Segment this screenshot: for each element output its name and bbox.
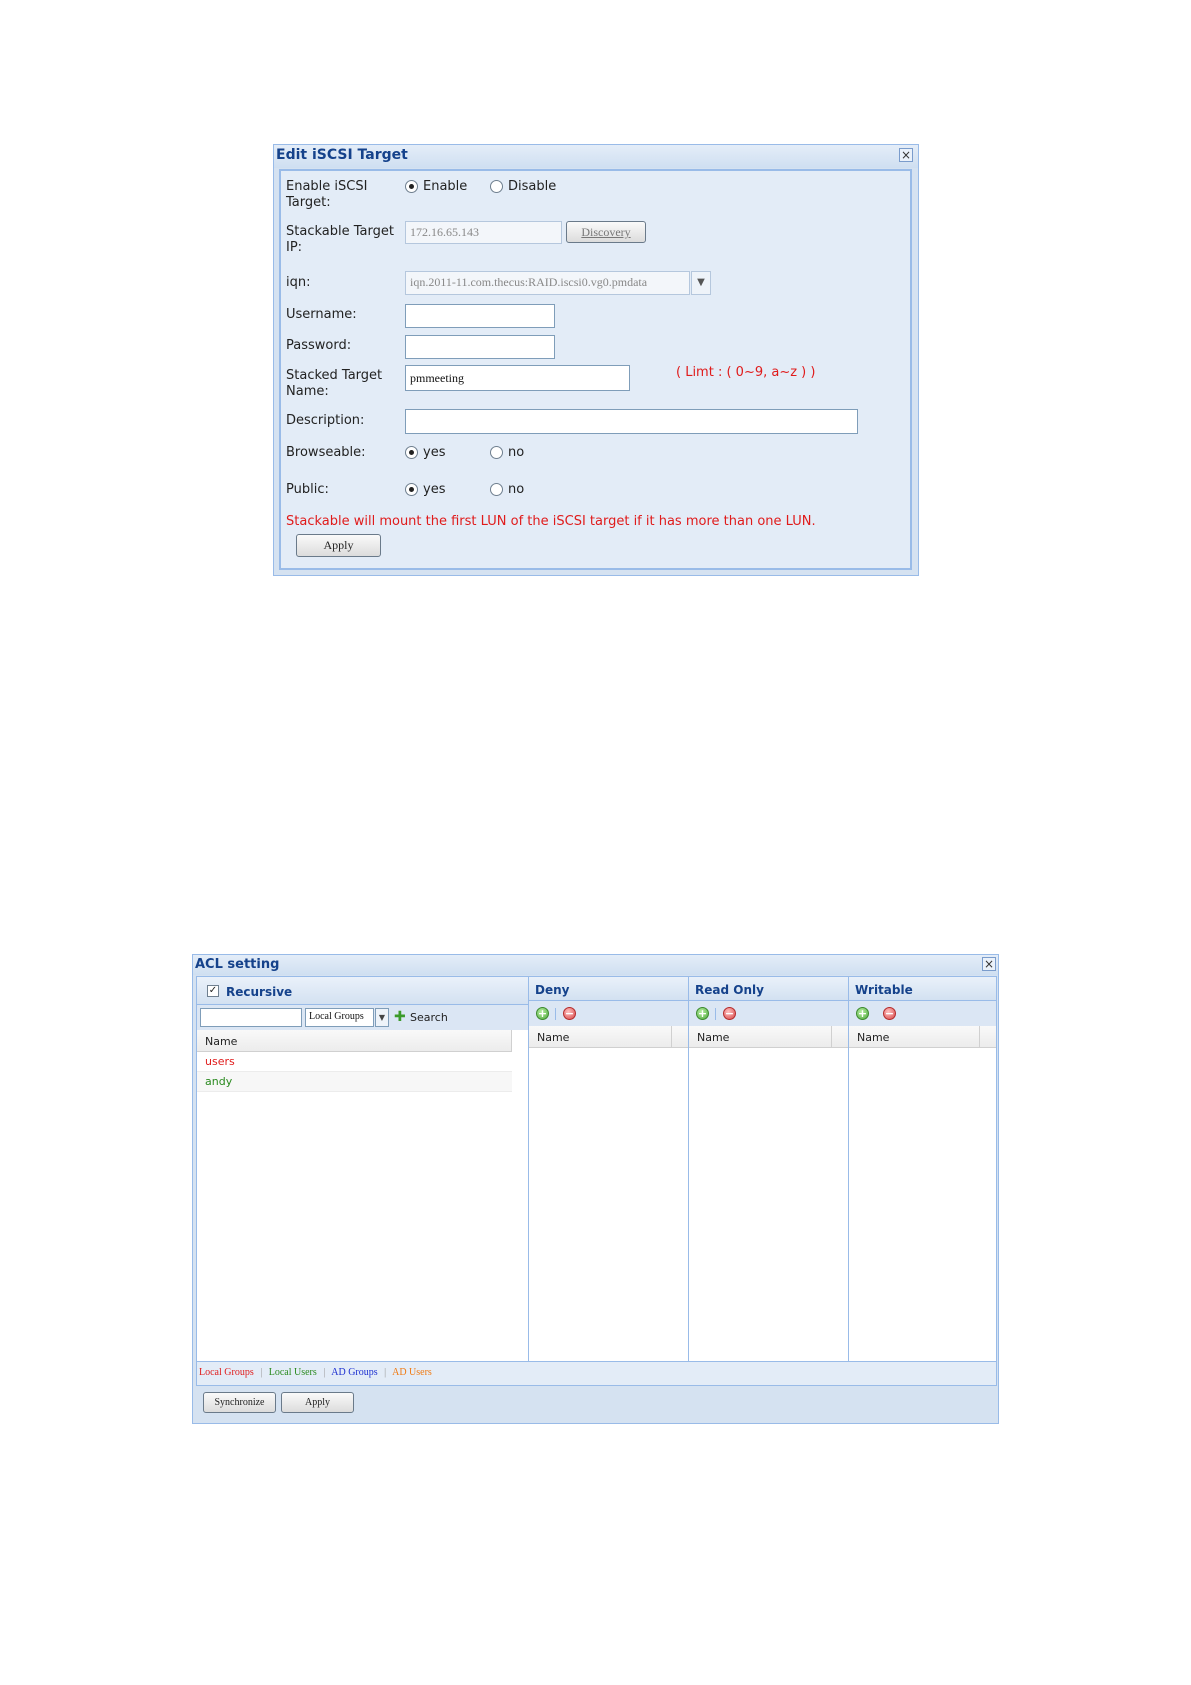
read-only-name-header[interactable] — [689, 1026, 848, 1048]
recursive-label: Recursive — [226, 985, 293, 999]
acl-panel — [196, 976, 997, 1386]
browseable-label: Browseable: — [286, 445, 366, 460]
name-column-header[interactable] — [197, 1030, 512, 1052]
writable-header — [849, 977, 996, 1001]
dialog-body — [279, 169, 912, 570]
search-toolbar — [197, 1005, 528, 1030]
username-input[interactable] — [405, 304, 555, 328]
deny-name-header[interactable] — [529, 1026, 688, 1048]
add-icon[interactable]: + — [537, 1007, 548, 1020]
writable-name-header[interactable] — [849, 1026, 996, 1048]
filter-select[interactable]: Local Groups — [305, 1008, 374, 1027]
recursive-checkbox[interactable]: ✓ — [208, 985, 218, 996]
public-no-label: no — [508, 482, 525, 497]
stackable-ip-input[interactable]: 172.16.65.143 — [405, 221, 562, 244]
public-label: Public: — [286, 482, 329, 497]
add-icon[interactable]: + — [857, 1007, 868, 1020]
name-header-label: Name — [857, 1031, 890, 1044]
name-header-label: Name — [205, 1035, 238, 1048]
public-no-radio[interactable] — [490, 483, 503, 496]
password-label: Password: — [286, 338, 352, 353]
username-label: Username: — [286, 307, 357, 322]
column-divider — [511, 1030, 512, 1051]
close-icon[interactable]: × — [983, 957, 995, 971]
dialog-title: ACL setting — [195, 957, 280, 972]
stacked-name-input[interactable]: pmmeeting — [405, 365, 630, 391]
read-only-title: Read Only — [695, 983, 764, 997]
public-yes-label: yes — [423, 482, 446, 497]
deny-header — [529, 977, 688, 1001]
chevron-down-icon[interactable]: ▼ — [691, 271, 711, 295]
discovery-button[interactable]: Discovery — [566, 221, 646, 243]
stackable-ip-label: Stackable Target IP: — [286, 224, 394, 255]
column-divider — [831, 1026, 832, 1047]
iqn-select[interactable]: iqn.2011-11.com.thecus:RAID.iscsi0.vg0.pmdata — [405, 271, 690, 295]
puzzle-icon: ✚ — [394, 1009, 406, 1025]
enable-iscsi-label: Enable iSCSI Target: — [286, 179, 368, 210]
iqn-label: iqn: — [286, 275, 311, 290]
toolbar-separator — [555, 1008, 556, 1020]
legend — [199, 1367, 432, 1378]
legend-bar — [197, 1361, 996, 1385]
apply-button[interactable]: Apply — [296, 534, 381, 557]
search-input[interactable] — [200, 1008, 302, 1027]
stackable-warning: Stackable will mount the first LUN of the iSCSI target if it has more than one LUN. — [286, 514, 816, 529]
edit-iscsi-target-dialog — [273, 144, 919, 576]
stacked-name-label: Stacked Target Name: — [286, 368, 383, 399]
synchronize-button[interactable]: Synchronize — [203, 1392, 276, 1413]
enable-option-label: Enable — [423, 179, 468, 194]
add-icon[interactable]: + — [697, 1007, 708, 1020]
dialog-titlebar — [193, 955, 998, 975]
dialog-titlebar — [274, 145, 918, 168]
browseable-no-radio[interactable] — [490, 446, 503, 459]
enable-radio[interactable] — [405, 180, 418, 193]
remove-icon[interactable]: − — [724, 1007, 735, 1020]
deny-title: Deny — [535, 983, 570, 997]
description-label: Description: — [286, 413, 365, 428]
legend-ad-users: AD Users — [392, 1367, 432, 1378]
chevron-down-icon[interactable]: ▼ — [375, 1008, 389, 1027]
read-only-toolbar — [689, 1001, 848, 1026]
legend-separator: | — [260, 1367, 263, 1378]
description-input[interactable] — [405, 409, 858, 434]
password-input[interactable] — [405, 335, 555, 359]
name-header-label: Name — [537, 1031, 570, 1044]
legend-local-users: Local Users — [268, 1367, 317, 1378]
deny-toolbar — [529, 1001, 688, 1026]
list-item[interactable]: andy — [197, 1072, 512, 1092]
list-item[interactable]: users — [197, 1052, 512, 1072]
remove-icon[interactable]: − — [564, 1007, 575, 1020]
public-yes-radio[interactable] — [405, 483, 418, 496]
writable-toolbar — [849, 1001, 996, 1026]
column-divider — [671, 1026, 672, 1047]
browseable-yes-label: yes — [423, 445, 446, 460]
disable-radio[interactable] — [490, 180, 503, 193]
writable-title: Writable — [855, 983, 913, 997]
legend-local-groups: Local Groups — [199, 1367, 254, 1378]
acl-setting-dialog — [192, 954, 999, 1424]
apply-button[interactable]: Apply — [281, 1392, 354, 1413]
legend-separator: | — [384, 1367, 387, 1378]
toolbar-separator — [715, 1008, 716, 1020]
browseable-no-label: no — [508, 445, 525, 460]
legend-ad-groups: AD Groups — [331, 1367, 378, 1378]
remove-icon[interactable]: − — [884, 1007, 895, 1020]
recursive-header — [197, 977, 528, 1005]
read-only-header — [689, 977, 848, 1001]
name-header-label: Name — [697, 1031, 730, 1044]
limit-note: ( Limt : ( 0~9, a~z ) ) — [676, 365, 816, 380]
column-divider — [979, 1026, 980, 1047]
close-icon[interactable]: × — [900, 148, 912, 162]
legend-separator: | — [323, 1367, 326, 1378]
dialog-title: Edit iSCSI Target — [276, 147, 408, 163]
disable-option-label: Disable — [508, 179, 557, 194]
browseable-yes-radio[interactable] — [405, 446, 418, 459]
search-label: Search — [410, 1011, 448, 1024]
